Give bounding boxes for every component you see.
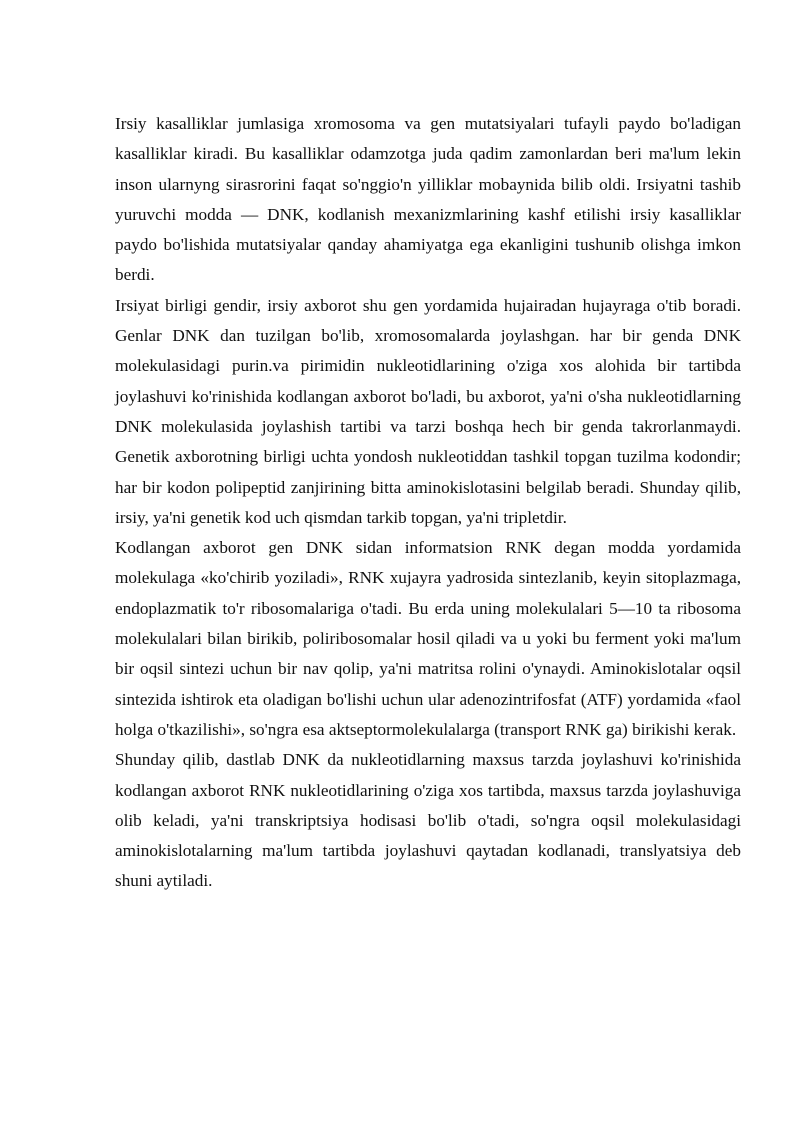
document-page: [115, 109, 741, 897]
paragraph-transcription-translation: Shunday qilib, dastlab DNK da nukleotidlarning maxsus tarzda joylashuvi ko'rinishida kodlangan axborot RNK nukleotidlarining o'ziga xos tartibda, maxsus tarzda joylashuviga olib keladi, ya'ni transkriptsiya hodisasi bo'lib o'tadi, so'ngra oqsil molekulasidagi aminokislotalarning ma'lum tartibda joylashuvi qaytadan kodlanadi, translyatsiya deb shuni aytiladi.: [115, 750, 741, 891]
paragraph-hereditary-diseases: Irsiy kasalliklar jumlasiga xromosoma va gen mutatsiyalari tufayli paydo bo'ladigan kasalliklar kiradi. Bu kasalliklar odamzotga juda qadim zamonlardan beri ma'lum lekin inson ularnyng sirasrorini faqat so'nggio'n yilliklar mobaynida bilib oldi. Irsiyatni tashib yuruvchi modda — DNK, kodlanish mexanizmlarining kashf etilishi irsiy kasalliklar paydo bo'lishida mutatsiyalar qanday ahamiyatga ega ekanligini tushunib olishga imkon berdi.: [115, 114, 741, 285]
paragraph-rna-transfer: Kodlangan axborot gen DNK sidan informatsion RNK degan modda yordamida molekulaga «ko'chirib yoziladi», RNK xujayra yadrosida sintezlanib, keyin sitoplazmaga, endoplazmatik to'r ribosomalariga o'tadi. Bu erda uning molekulalari 5—10 ta ribosoma molekulalari bilan birikib, poliribosomalar hosil qiladi va u yoki bu ferment yoki ma'lum bir oqsil sintezi uchun bir nav qolip, ya'ni matritsa rolini o'ynaydi. Aminokislotalar oqsil sintezida ishtirok eta oladigan bo'lishi uchun ular adenozintrifosfat (ATF) yordamida «faol holga o'tkazilishi», so'ngra esa aktseptormolekulalarga (transport RNK ga) birikishi kerak.: [115, 538, 741, 739]
paragraph-gene-unit: Irsiyat birligi gendir, irsiy axborot shu gen yordamida hujairadan hujayraga o'tib boradi. Genlar DNK dan tuzilgan bo'lib, xromosomalarda joylashgan. har bir genda DNK molekulasidagi purin.va pirimidin nukleotidlarining o'ziga xos alohida bir tartibda joylashuvi ko'rinishida kodlangan axborot bo'ladi, bu axborot, ya'ni o'sha nukleotidlarning DNK molekulasida joylashish tartibi va tarzi boshqa hech bir genda takrorlanmaydi. Genetik axborotning birligi uchta yondosh nukleotiddan tashkil topgan tuzilma kodondir; har bir kodon polipeptid zanjirining bitta aminokislotasini belgilab beradi. Shunday qilib, irsiy, ya'ni genetik kod uch qismdan tarkib topgan, ya'ni tripletdir.: [115, 295, 741, 527]
